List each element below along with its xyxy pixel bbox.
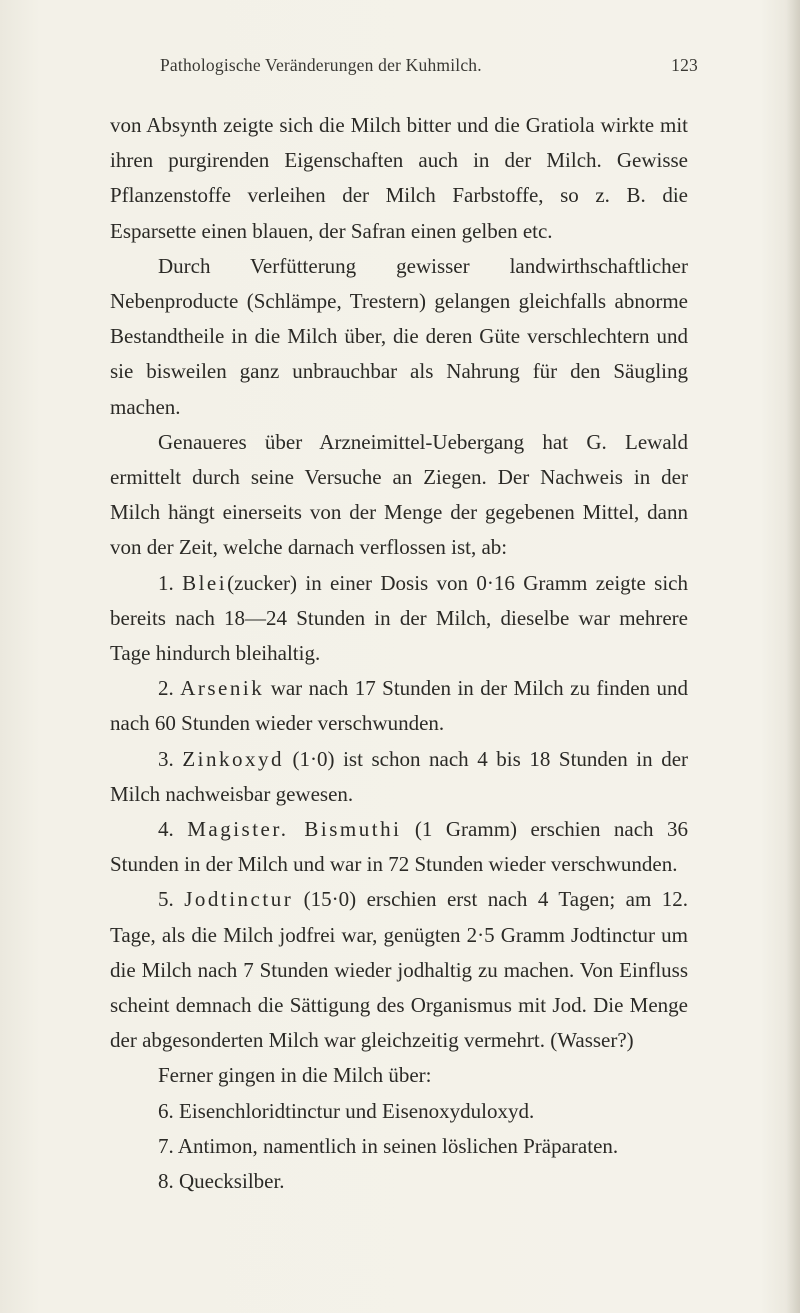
substance-term: Magister. Bismuthi xyxy=(187,817,402,842)
body-text xyxy=(110,108,688,1199)
list-number: 3. xyxy=(158,746,174,771)
paragraph: von Absynth zeigte sich die Milch bitter und die Gratiola wirkte mit ihren purgirenden Eigenschaften auch in der Milch. Gewisse Pflanzenstoffe verleihen der Milch Farbstoffe, so z. B. die Esparsette einen blauen, der Safran einen gelben etc. xyxy=(110,113,688,243)
list-item: 7. Antimon, namentlich in seinen löslichen Präparaten. xyxy=(158,1133,619,1158)
list-item xyxy=(110,671,688,741)
list-number: 1. xyxy=(158,570,174,595)
list-item xyxy=(110,882,688,1058)
substance-term: Jodtinctur xyxy=(184,887,294,912)
list-number: 5. xyxy=(158,887,174,912)
list-item-text: (zucker) in einer Dosis von 0·16 Gramm zeigte sich bereits nach 18—24 Stunden in der Milch, dieselbe war mehrere Tage hindurch bleihaltig. xyxy=(110,570,688,666)
paragraph: Ferner gingen in die Milch über: xyxy=(158,1063,432,1088)
list-number: 4. xyxy=(158,817,174,842)
substance-term: Blei xyxy=(182,570,228,595)
paragraph: Genaueres über Arzneimittel-Uebergang hat G. Lewald ermittelt durch seine Versuche an Ziegen. Der Nachweis in der Milch hängt einerseits von der Menge der gegebenen Mittel, dann von der Zeit, welche darnach verflossen ist, ab: xyxy=(110,429,688,560)
list-item-text: (1 Gramm) erschien nach 36 Stunden in der Milch und war in 72 Stunden wieder verschwunden. xyxy=(110,817,689,877)
list-item-text: (15·0) erschien erst nach 4 Tagen; am 12. Tage, als die Milch jodfrei war, genügten 2·5 Gramm Jodtinctur um die Milch nach 7 Stunden wieder jodhaltig zu machen. Von Einfluss scheint demnach die Sättigung des Organismus mit Jod. Die Menge der abgesonderten Milch war gleichzeitig vermehrt. (Wasser?) xyxy=(110,887,689,1053)
substance-term: Zinkoxyd xyxy=(182,746,284,771)
page-edge-shadow xyxy=(786,0,800,1313)
list-item: 6. Eisenchloridtinctur und Eisenoxyduloxyd. xyxy=(158,1098,535,1123)
list-item-text: war nach 17 Stunden in der Milch zu finden und nach 60 Stunden wieder verschwunden. xyxy=(110,676,689,736)
list-item: 8. Quecksilber. xyxy=(158,1169,285,1194)
paragraph: Durch Verfütterung gewisser landwirthschaftlicher Nebenproducte (Schlämpe, Trestern) gelangen gleichfalls abnorme Bestandtheile in die Milch über, die deren Güte verschlechtern und sie bisweilen ganz unbrauchbar als Nahrung für den Säugling machen. xyxy=(110,253,688,419)
list-number: 2. xyxy=(158,676,174,701)
list-item xyxy=(110,742,688,812)
page-number: 123 xyxy=(671,55,698,75)
substance-term: Arsenik xyxy=(180,676,265,701)
list-item xyxy=(110,812,688,882)
list-item-text: (1·0) ist schon nach 4 bis 18 Stunden in der Milch nachweisbar gewesen. xyxy=(110,746,689,806)
header-title: Pathologische Veränderungen der Kuhmilch. xyxy=(160,55,482,75)
list-item xyxy=(110,566,688,672)
